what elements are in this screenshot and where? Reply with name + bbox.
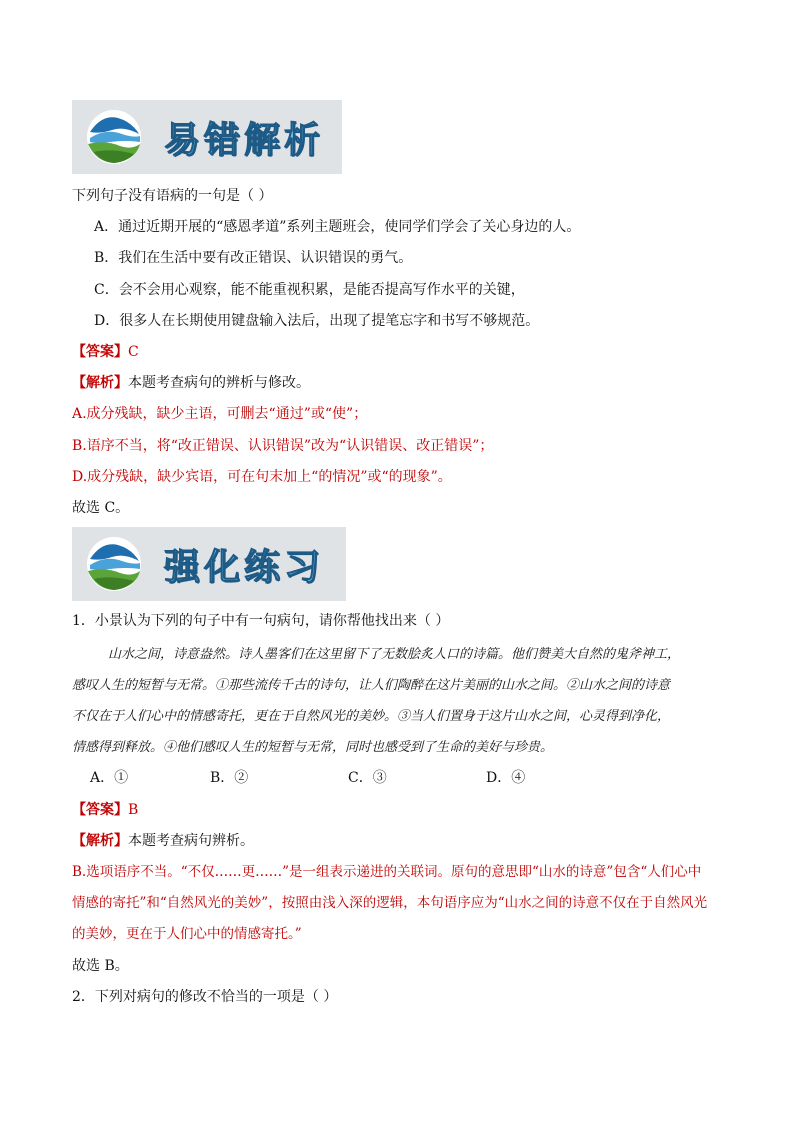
banner-title: 强化练习	[164, 546, 325, 588]
answer-line	[72, 801, 138, 819]
choice-b: B．②	[210, 770, 249, 786]
analysis-para-line-2: 情感的寄托”和“自然风光的美妙”，按照由浅入深的逻辑，本句语序应为“山水之间的诗意不仅在于自然风光	[72, 895, 708, 911]
section-banner-practice	[72, 527, 346, 601]
analysis-tag: 【解析】	[72, 833, 128, 849]
analysis-text: 本题考查病句的辨析与修改。	[128, 375, 310, 391]
banner-title: 易错解析	[164, 119, 325, 161]
analysis-text: 本题考查病句辨析。	[128, 833, 254, 849]
answer-tag: 【答案】	[72, 344, 128, 360]
choice-c: C．③	[348, 770, 387, 786]
landscape-logo-icon	[84, 535, 144, 593]
option-b: B．我们在生活中要有改正错误、认识错误的勇气。	[94, 250, 413, 266]
analysis-para-line-3: 的美妙，更在于人们心中的情感寄托。”	[72, 926, 302, 942]
choice-a: A．①	[90, 770, 129, 786]
passage-line-4: 情感得到释放。④他们感叹人生的短暂与无常，同时也感受到了生命的美好与珍贵。	[72, 740, 554, 755]
answer-line	[72, 343, 139, 361]
analysis-item-d: D.成分残缺，缺少宾语，可在句末加上“的情况”或“的现象”。	[72, 469, 452, 485]
analysis-item-a: A.成分残缺，缺少主语，可删去“通过”或“使”；	[72, 406, 368, 422]
landscape-logo-icon	[84, 108, 144, 166]
analysis-tag: 【解析】	[72, 375, 128, 391]
analysis-line	[72, 374, 310, 392]
analysis-para-line-1: B.选项语序不当。“不仅……更……”是一组表示递进的关联词。原句的意思即“山水的诗意”包含“人们心中	[72, 864, 702, 880]
passage-line-1: 山水之间，诗意盎然。诗人墨客们在这里留下了无数脍炙人口的诗篇。他们赞美大自然的鬼斧神工，	[108, 647, 681, 662]
option-a: A．通过近期开展的“感恩孝道”系列主题班会，使同学们学会了关心身边的人。	[94, 219, 581, 235]
choice-d: D．④	[486, 770, 526, 786]
conclusion-text: 故选 C。	[72, 500, 130, 516]
conclusion-text: 故选 B。	[72, 958, 129, 974]
section-banner-error-analysis	[72, 100, 342, 174]
passage-line-3: 不仅在于人们心中的情感寄托，更在于自然风光的美妙。③当人们置身于这片山水之间，心灵得到净化，	[72, 709, 671, 724]
answer-value: B	[128, 802, 139, 818]
analysis-item-b: B.语序不当，将“改正错误、认识错误”改为“认识错误、改正错误”；	[72, 438, 494, 454]
analysis-line	[72, 832, 254, 850]
answer-tag: 【答案】	[72, 802, 128, 818]
passage-line-2: 感叹人生的短暂与无常。①那些流传千古的诗句，让人们陶醉在这片美丽的山水之间。②山水之间的诗意	[72, 678, 671, 693]
answer-value: C	[128, 344, 139, 360]
option-d: D．很多人在长期使用键盘输入法后，出现了提笔忘字和书写不够规范。	[94, 313, 540, 329]
question-2-text: 2．下列对病句的修改不恰当的一项是（ ）	[72, 989, 338, 1005]
question-text: 下列句子没有语病的一句是（ ）	[72, 188, 273, 204]
option-c: C．会不会用心观察，能不能重视积累，是能否提高写作水平的关键，	[94, 282, 525, 298]
question-1-text: 1．小景认为下列的句子中有一句病句，请你帮他找出来（ ）	[72, 613, 450, 629]
